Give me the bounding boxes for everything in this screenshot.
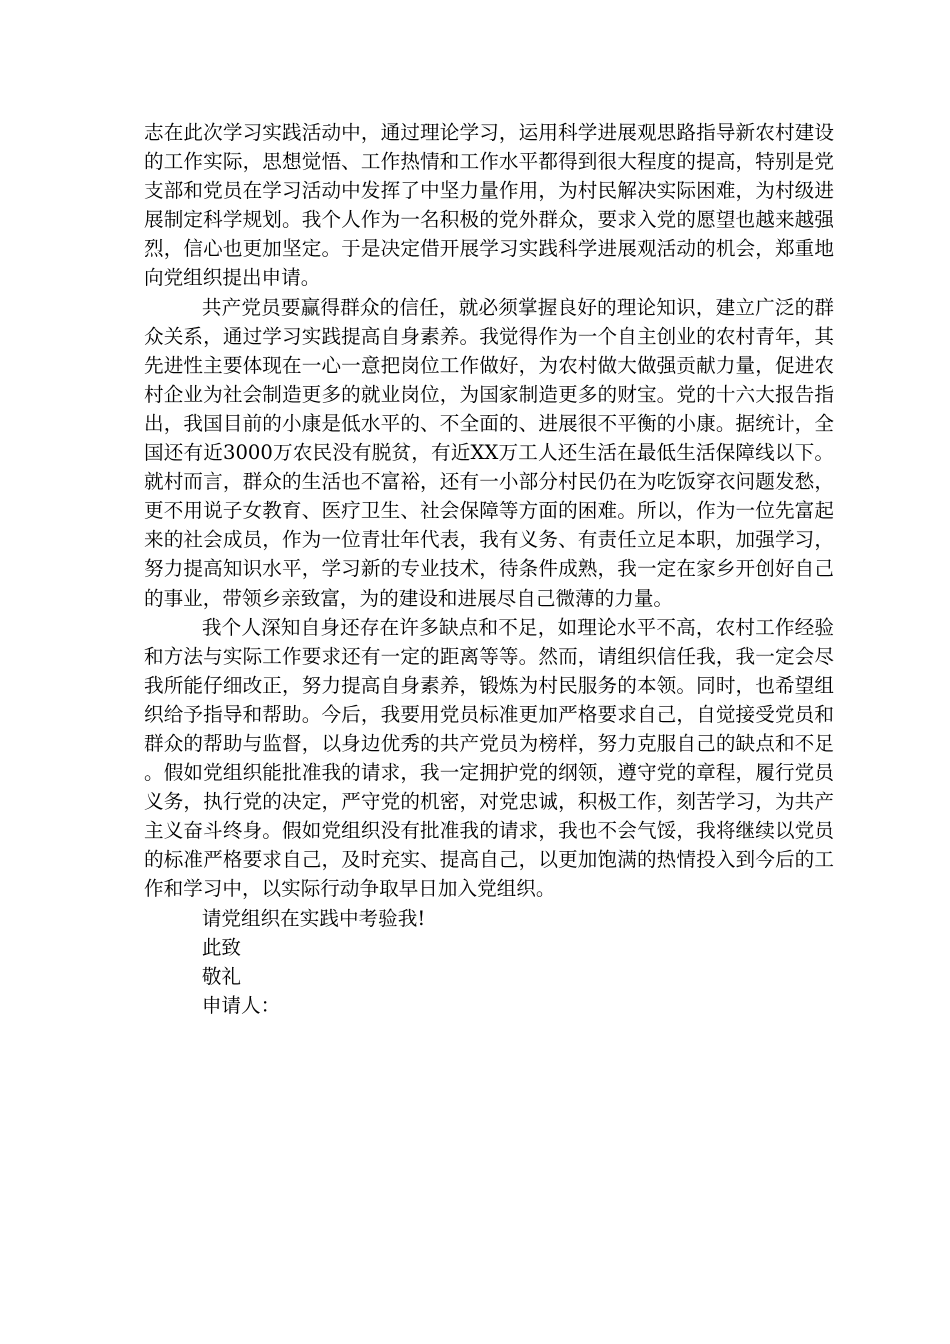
- paragraph-party-member-trust: 共产党员要赢得群众的信任，就必须掌握良好的理论知识，建立广泛的群众关系，通过学习实践提高自身素养。我觉得作为一个自主创业的农村青年，其先进性主要体现在一心一意把岗位工作做好，为农村做大做强贡献力量，促进农村企业为社会制造更多的就业岗位，为国家制造更多的财宝。党的十六大报告指出，我国目前的小康是低水平的、不全面的、进展很不平衡的小康。据统计，全国还有近3000万农民没有脱贫，有近XX万工人还生活在最低生活保障线以下。就村而言，群众的生活也不富裕，还有一小部分村民仍在为吃饭穿衣问题发愁，更不用说子女教育、医疗卫生、社会保障等方面的困难。所以，作为一位先富起来的社会成员，作为一位青壮年代表，我有义务、有责任立足本职，加强学习，努力提高知识水平，学习新的专业技术，待条件成熟，我一定在家乡开创好自己的事业，带领乡亲致富，为的建设和进展尽自己微薄的力量。: [144, 295, 834, 610]
- paragraph-intro-continuation: 志在此次学习实践活动中，通过理论学习，运用科学进展观思路指导新农村建设的工作实际，思想觉悟、工作热情和工作水平都得到很大程度的提高，特别是党支部和党员在学习活动中发挥了中坚力量作用，为村民解决实际困难，为村级进展制定科学规划。我个人作为一名积极的党外群众，要求入党的愿望也越来越强烈，信心也更加坚定。于是决定借开展学习实践科学进展观活动的机会，郑重地向党组织提出申请。: [144, 121, 834, 290]
- document-page: [144, 118, 834, 1020]
- closing-salutation-line: 此致: [201, 935, 241, 959]
- applicant-signature-label: 申请人：: [201, 993, 281, 1017]
- paragraph-self-improvement: 我个人深知自身还存在许多缺点和不足，如理论水平不高，农村工作经验和方法与实际工作要求还有一定的距离等等。然而，请组织信任我，我一定会尽我所能仔细改正，努力提高自身素养，锻炼为村民服务的本领。同时，也希望组织给予指导和帮助。今后，我要用党员标准更加严格要求自己，自觉接受党员和群众的帮助与监督，以身边优秀的共产党员为榜样，努力克服自己的缺点和不足。假如党组织能批准我的请求，我一定拥护党的纲领，遵守党的章程，履行党员义务，执行党的决定，严守党的机密，对党忠诚，积极工作，刻苦学习，为共产主义奋斗终身。假如党组织没有批准我的请求，我也不会气馁，我将继续以党员的标准严格要求自己，及时充实、提高自己，以更加饱满的热情投入到今后的工作和学习中，以实际行动争取早日加入党组织。: [144, 615, 834, 901]
- closing-regards-line: 敬礼: [201, 964, 241, 988]
- closing-request-line: 请党组织在实践中考验我!: [201, 906, 426, 930]
